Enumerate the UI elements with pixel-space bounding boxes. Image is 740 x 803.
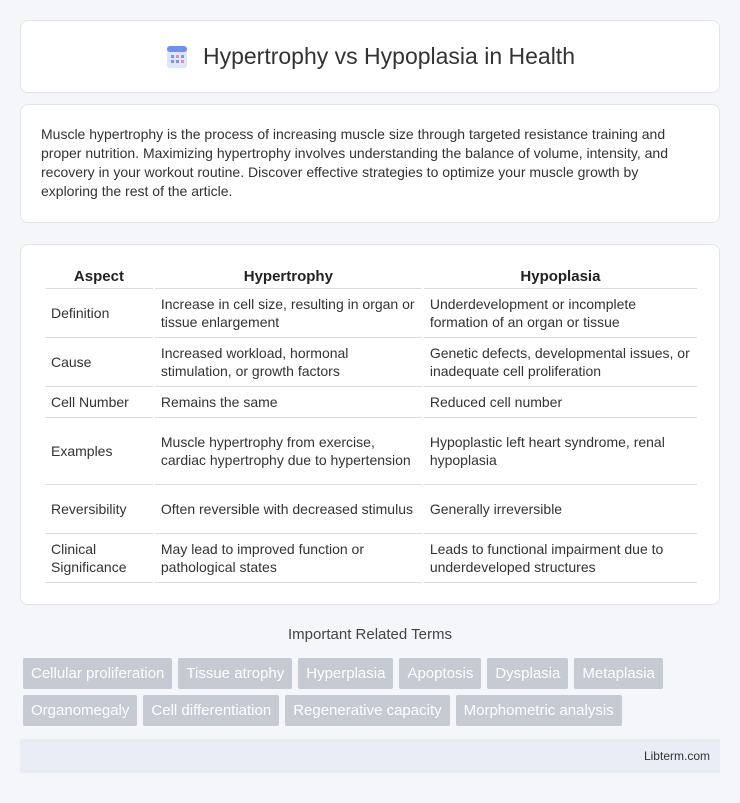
intro-text: Muscle hypertrophy is the process of increasing muscle size through targeted resistance training and proper nutrition. Maximizing hypertrophy involves understanding the balance of volume, intensity, and recovery in your workout routine. Discover effective strategies to optimize your muscle growth by exploring the rest of the article. bbox=[41, 126, 668, 199]
table-cell: Reduced cell number bbox=[424, 387, 697, 418]
footer bbox=[20, 739, 720, 773]
table-cell: May lead to improved function or pathological states bbox=[155, 534, 422, 583]
comparison-table-card bbox=[20, 244, 720, 605]
table-cell: Generally irreversible bbox=[424, 485, 697, 534]
table-row bbox=[45, 338, 697, 387]
related-term-tag[interactable]: Tissue atrophy bbox=[178, 658, 292, 689]
related-term-tag[interactable]: Regenerative capacity bbox=[285, 695, 449, 726]
table-cell: Remains the same bbox=[155, 387, 422, 418]
column-header-hypoplasia: Hypoplasia bbox=[424, 265, 697, 289]
table-cell: Underdevelopment or incomplete formation of an organ or tissue bbox=[424, 289, 697, 338]
table-row bbox=[45, 387, 697, 418]
related-term-tag[interactable]: Apoptosis bbox=[399, 658, 481, 689]
related-term-tag[interactable]: Metaplasia bbox=[574, 658, 663, 689]
table-row bbox=[45, 289, 697, 338]
table-cell: Examples bbox=[45, 418, 153, 485]
column-header-hypertrophy: Hypertrophy bbox=[155, 265, 422, 289]
related-terms-title: Important Related Terms bbox=[288, 626, 452, 643]
table-cell: Clinical Significance bbox=[45, 534, 153, 583]
table-cell: Cell Number bbox=[45, 387, 153, 418]
related-term-tag[interactable]: Cellular proliferation bbox=[23, 658, 172, 689]
comparison-table bbox=[43, 265, 699, 583]
table-cell: Cause bbox=[45, 338, 153, 387]
header-card bbox=[20, 20, 720, 93]
table-cell: Genetic defects, developmental issues, or inadequate cell proliferation bbox=[424, 338, 697, 387]
table-header-row bbox=[45, 265, 697, 289]
table-cell: Definition bbox=[45, 289, 153, 338]
table-cell: Hypoplastic left heart syndrome, renal hypoplasia bbox=[424, 418, 697, 485]
related-term-tag[interactable]: Dysplasia bbox=[487, 658, 568, 689]
document-list-icon bbox=[165, 44, 189, 70]
related-term-tag[interactable]: Hyperplasia bbox=[298, 658, 393, 689]
column-header-aspect: Aspect bbox=[45, 265, 153, 289]
table-cell: Often reversible with decreased stimulus bbox=[155, 485, 422, 534]
table-cell: Increased workload, hormonal stimulation, or growth factors bbox=[155, 338, 422, 387]
footer-site-link[interactable]: Libterm.com bbox=[643, 749, 710, 763]
page-title: Hypertrophy vs Hypoplasia in Health bbox=[202, 43, 575, 69]
table-cell: Increase in cell size, resulting in organ or tissue enlargement bbox=[155, 289, 422, 338]
table-row bbox=[45, 534, 697, 583]
table-cell: Muscle hypertrophy from exercise, cardiac hypertrophy due to hypertension bbox=[155, 418, 422, 485]
related-term-tag[interactable]: Morphometric analysis bbox=[456, 695, 622, 726]
related-term-tag[interactable]: Cell differentiation bbox=[143, 695, 279, 726]
table-row bbox=[45, 418, 697, 485]
table-cell: Reversibility bbox=[45, 485, 153, 534]
table-row bbox=[45, 485, 697, 534]
table-cell: Leads to functional impairment due to underdeveloped structures bbox=[424, 534, 697, 583]
related-terms-list bbox=[23, 658, 723, 726]
related-term-tag[interactable]: Organomegaly bbox=[23, 695, 137, 726]
intro-card bbox=[20, 104, 720, 223]
